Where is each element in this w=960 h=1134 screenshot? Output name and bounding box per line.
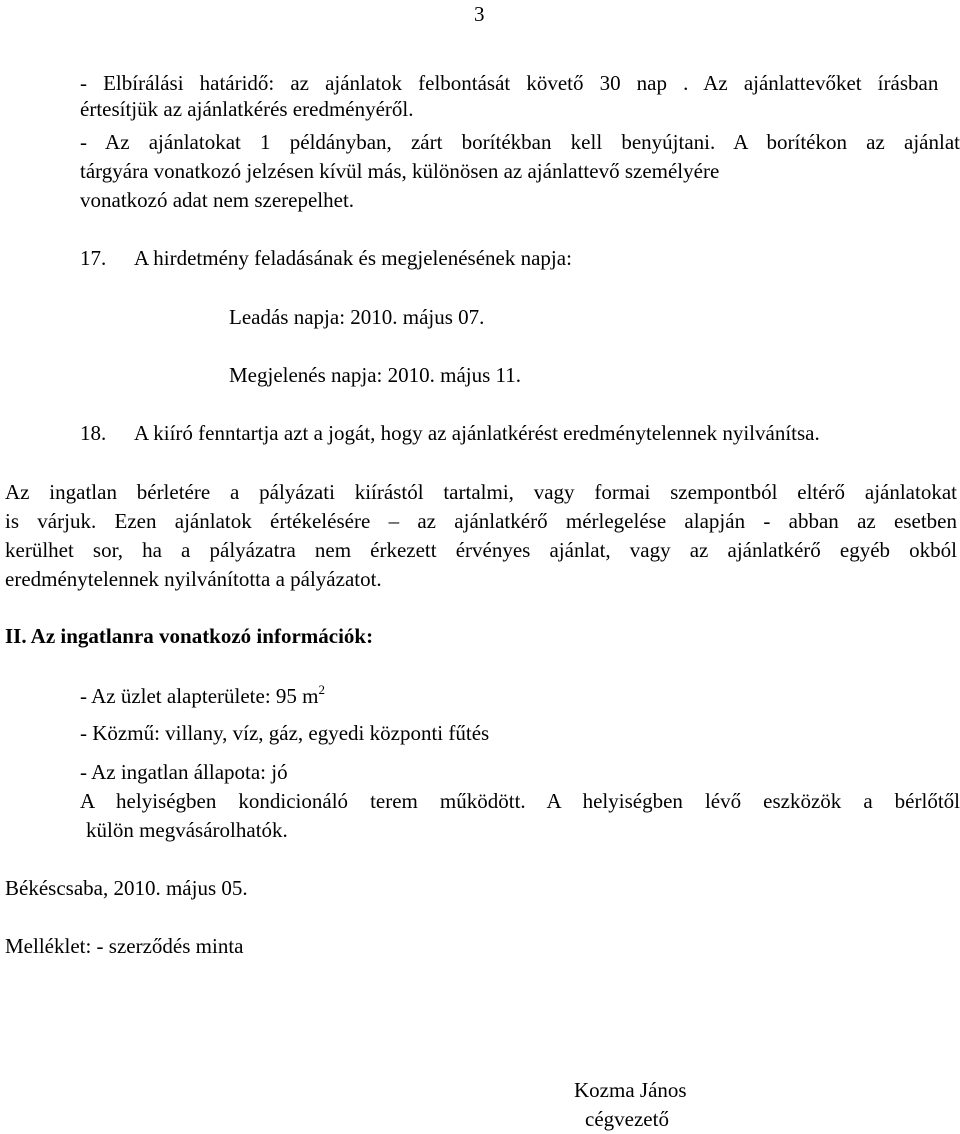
signature-role: cégvezető [585,1107,669,1131]
paragraph-line-4: eredménytelennek nyilvánította a pályázatot. [5,567,382,591]
section-2-note-1: A helyiségben kondicionáló terem működött. A helyiségben lévő eszközök a bérlőtől [80,789,960,813]
intro-line-2: értesítjük az ajánlatkérés eredményéről. [80,97,414,121]
paragraph-line-3: kerülhet sor, ha a pályázatra nem érkezett érvényes ajánlat, vagy az ajánlatkérő egyéb okból [5,538,957,562]
item-18-number: 18. [80,421,107,445]
section-2-note-2: külön megvásárolhatók. [86,818,288,842]
item-18-title: A kiíró fenntartja azt a jogát, hogy az ajánlatkérést eredménytelennek nyilvánítsa. [134,421,820,445]
section-2-item-2: - Közmű: villany, víz, gáz, egyedi központi fűtés [80,721,490,745]
paragraph-line-2: is várjuk. Ezen ajánlatok értékelésére – az ajánlatkérő mérlegelése alapján - abban az esetben [5,509,957,533]
signature-name: Kozma János [574,1078,687,1102]
megjelenes-napja: Megjelenés napja: 2010. május 11. [229,363,521,387]
section-2-heading: II. Az ingatlanra vonatkozó információk: [5,624,374,648]
intro-line-5: vonatkozó adat nem szerepelhet. [80,188,355,212]
section-2-item-3: - Az ingatlan állapota: jó [80,760,288,784]
intro-line-3: - Az ajánlatokat 1 példányban, zárt borítékban kell benyújtani. A borítékon az ajánlat [80,130,960,154]
leadas-napja: Leadás napja: 2010. május 07. [229,305,485,329]
place-date: Békéscsaba, 2010. május 05. [5,876,248,900]
superscript-2: 2 [318,682,325,697]
item-17-title: A hirdetmény feladásának és megjelenésének napja: [134,246,572,270]
item-17-number: 17. [80,246,107,270]
section-2-item-1-text: - Az üzlet alapterülete: 95 m [80,684,319,708]
intro-line-1: - Elbírálási határidő: az ajánlatok felbontását követő 30 nap . Az ajánlattevőket írásban [80,71,939,95]
page-number: 3 [474,2,485,26]
paragraph-line-1: Az ingatlan bérletére a pályázati kiírástól tartalmi, vagy formai szempontból eltérő ajánlatokat [5,480,957,504]
section-2-item-1 [80,684,325,709]
attachment: Melléklet: - szerződés minta [5,934,244,958]
intro-line-4: tárgyára vonatkozó jelzésen kívül más, különösen az ajánlattevő személyére [80,159,720,183]
